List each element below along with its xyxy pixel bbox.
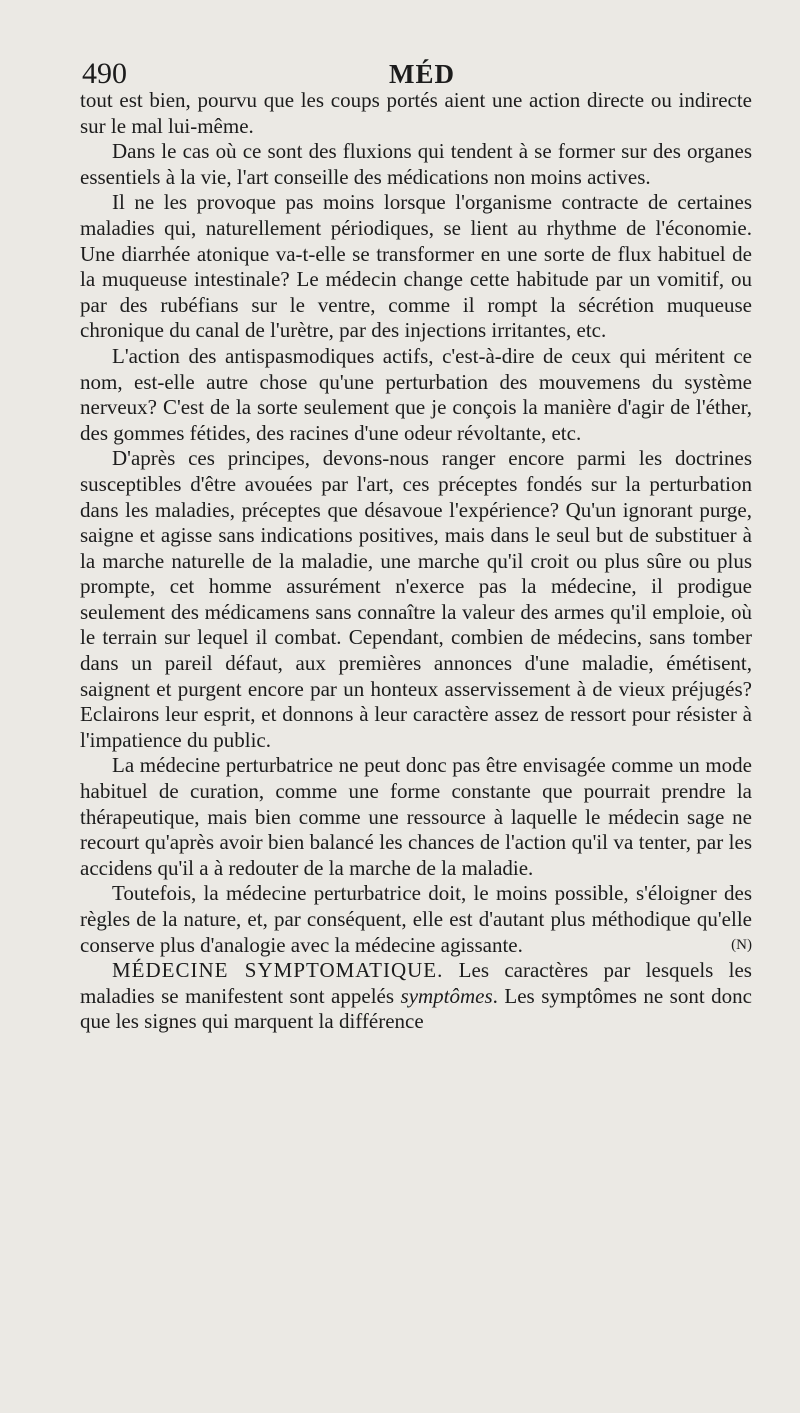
paragraph-8 (80, 958, 752, 1035)
paragraph-8-text-a: Les caractères par lesquels les maladies se manifestent sont appelés (80, 958, 752, 1008)
paragraph-7 (80, 881, 752, 958)
paragraph-4: L'action des antispasmodiques actifs, c'est-à-dire de ceux qui méritent ce nom, est-elle autre chose qu'une perturbation des mouvemens du système nerveux? C'est de la sorte seulement que je conçois la manière d'agir de l'éther, des gommes fétides, des racines d'une odeur révoltante, etc. (80, 343, 752, 445)
paragraph-1: tout est bien, pourvu que les coups portés aient une action directe ou indirecte sur le mal lui-même. (80, 88, 752, 138)
paragraph-7-text: Toutefois, la médecine perturbatrice doit, le moins possible, s'éloigner des règles de la nature, et, par conséquent, elle est d'autant plus méthodique qu'elle conserve plus d'analogie avec la médecine agissante. (80, 881, 752, 957)
running-head: MÉD (389, 59, 455, 89)
body-text (80, 88, 752, 1035)
paragraph-3: Il ne les provoque pas moins lorsque l'organisme contracte de certaines maladies qui, naturellement périodiques, se lient au rhythme de l'économie. Une diarrhée atonique va-t-elle se transformer en une sorte de flux habituel de la muqueuse intestinale? Le médecin change cette habitude par un vomitif, ou par des rubéfians sur le ventre, comme il rompt la sécrétion muqueuse chronique du canal de l'urètre, par des injections irritantes, etc. (80, 190, 752, 343)
paragraph-8-text-b: . Les symptômes ne sont donc que les signes qui marquent la différence (80, 983, 752, 1034)
paragraph-2: Dans le cas où ce sont des fluxions qui tendent à se former sur des organes essentiels à la vie, l'art conseille des médications non moins actives. (80, 139, 752, 189)
paragraph-5: D'après ces principes, devons-nous ranger encore parmi les doctrines susceptibles d'être avouées par l'art, ces préceptes fondés sur la perturbation dans les maladies, préceptes que désavoue l'expérience? Qu'un ignorant purge, saigne et agisse sans indications positives, mais dans le seul but de substituer à la marche naturelle de la maladie, une marche qu'il croit ou plus sûre ou plus prompte, cet homme assurément n'exerce pas la médecine, il prodigue seulement des médicamens sans connaître la valeur des armes qu'il emploie, où le terrain sur lequel il combat. Cependant, combien de médecins, sans tomber dans un pareil défaut, aux premières annonces d'une maladie, émétisent, saignent et purgent encore par un honteux asservissement à de vieux préjugés? Eclairons leur esprit, et donnons à leur caractère assez de ressort pour résister à l'impatience du public. (80, 446, 752, 752)
italic-term: symptômes (400, 983, 493, 1008)
author-signature: (N) (731, 936, 752, 953)
page-number: 490 (82, 57, 127, 90)
section-heading: MÉDECINE SYMPTOMATIQUE. (112, 958, 444, 983)
paragraph-6: La médecine perturbatrice ne peut donc pas être envisagée comme un mode habituel de curation, comme une forme constante que pourrait prendre la thérapeutique, mais bien comme une ressource à laquelle le médecin sage ne recourt qu'après avoir bien balancé les chances de l'action qu'il va tenter, par les accidens qu'il a à redouter de la marche de la maladie. (80, 753, 752, 880)
